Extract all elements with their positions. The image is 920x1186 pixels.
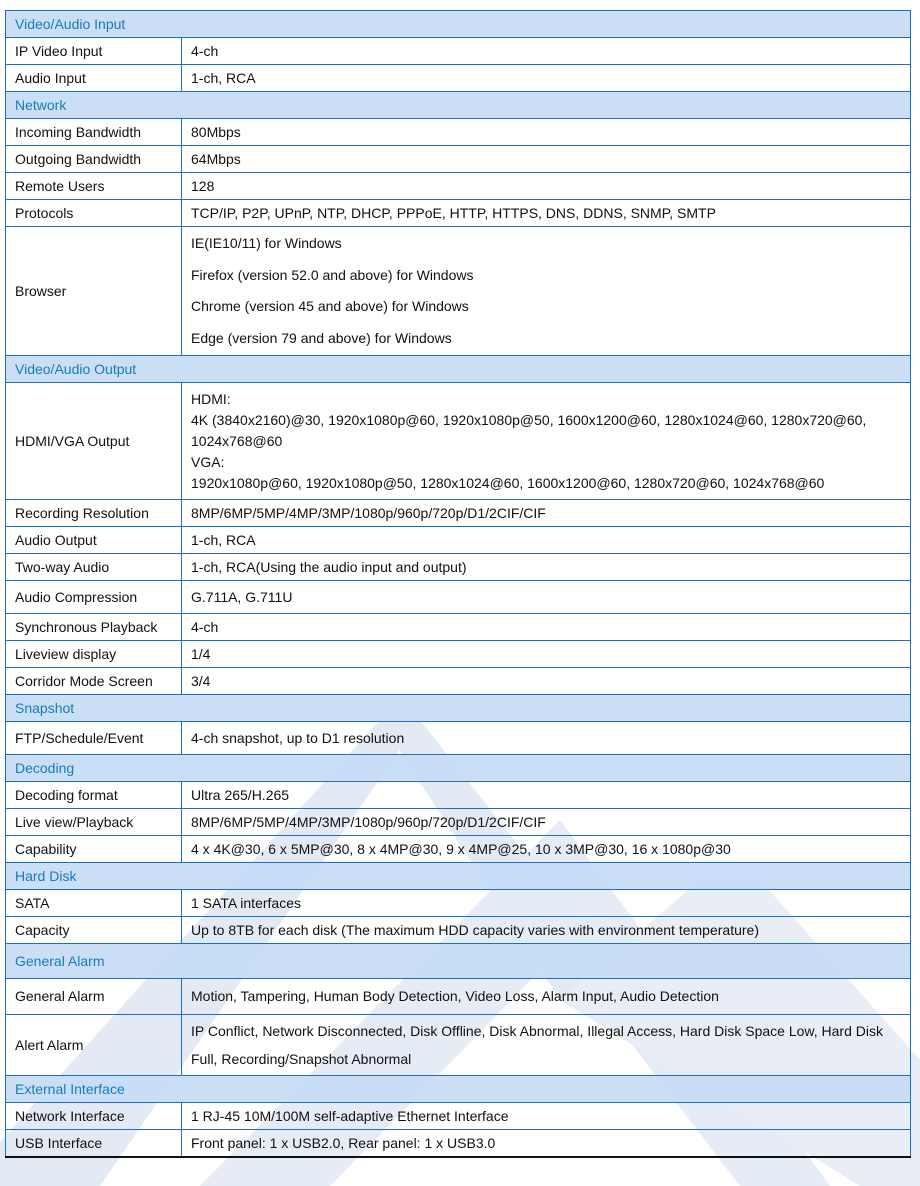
spec-label: Live view/Playback (6, 809, 182, 836)
table-row (6, 614, 911, 641)
spec-line: IE(IE10/11) for Windows (191, 235, 342, 251)
section-title: External Interface (6, 1076, 911, 1103)
section-title: Network (6, 92, 911, 119)
table-row (6, 809, 911, 836)
spec-value: Up to 8TB for each disk (The maximum HDD capacity varies with environment temperature) (182, 917, 911, 944)
spec-line: Chrome (version 45 and above) for Windows (191, 298, 469, 314)
spec-label: Audio Output (6, 527, 182, 554)
spec-label: Two-way Audio (6, 554, 182, 581)
section-header-decoding (6, 755, 911, 782)
spec-label: Remote Users (6, 173, 182, 200)
spec-value-list (182, 1015, 911, 1076)
section-header-video-audio-input (6, 11, 911, 38)
spec-label: Decoding format (6, 782, 182, 809)
spec-label: USB Interface (6, 1130, 182, 1158)
section-title: Hard Disk (6, 863, 911, 890)
spec-label: Capacity (6, 917, 182, 944)
spec-value: 1-ch, RCA(Using the audio input and output) (182, 554, 911, 581)
spec-value: 4-ch (182, 614, 911, 641)
spec-label: IP Video Input (6, 38, 182, 65)
spec-value: 80Mbps (182, 119, 911, 146)
spec-label: Outgoing Bandwidth (6, 146, 182, 173)
spec-line: HDMI: (191, 390, 231, 407)
section-header-network (6, 92, 911, 119)
table-row (6, 917, 911, 944)
table-row (6, 890, 911, 917)
spec-line: Firefox (version 52.0 and above) for Windows (191, 266, 474, 283)
section-title: General Alarm (6, 944, 911, 979)
spec-label: Network Interface (6, 1103, 182, 1130)
spec-value: 1-ch, RCA (182, 527, 911, 554)
section-header-video-audio-output (6, 356, 911, 383)
spec-line: IP Conflict, Network Disconnected, Disk Offline, Disk Abnormal, Illegal Access, Hard Disk Space Low, Hard Disk (191, 1023, 883, 1039)
table-row (6, 581, 911, 614)
spec-value: 1/4 (182, 641, 911, 668)
spec-label: General Alarm (6, 979, 182, 1015)
spec-value: 8MP/6MP/5MP/4MP/3MP/1080p/960p/720p/D1/2CIF/CIF (182, 500, 911, 527)
spec-line: Edge (version 79 and above) for Windows (191, 329, 452, 346)
spec-value: 4 x 4K@30, 6 x 5MP@30, 8 x 4MP@30, 9 x 4MP@25, 10 x 3MP@30, 16 x 1080p@30 (182, 836, 911, 863)
section-header-general-alarm (6, 944, 911, 979)
spec-line: 1920x1080p@60, 1920x1080p@50, 1280x1024@60, 1600x1200@60, 1280x720@60, 1024x768@60 (191, 474, 825, 491)
section-header-external-interface (6, 1076, 911, 1103)
spec-table (5, 10, 911, 1158)
spec-value: 1-ch, RCA (182, 65, 911, 92)
table-row-browser (6, 227, 911, 356)
spec-value: 8MP/6MP/5MP/4MP/3MP/1080p/960p/720p/D1/2CIF/CIF (182, 809, 911, 836)
table-row (6, 979, 911, 1015)
spec-line: 4K (3840x2160)@30, 1920x1080p@60, 1920x1080p@50, 1600x1200@60, 1280x1024@60, 1280x720@60, 1024x768@60 (191, 411, 867, 449)
spec-label: FTP/Schedule/Event (6, 722, 182, 755)
table-row-hdmi-vga (6, 383, 911, 500)
spec-value: 1 RJ-45 10M/100M self-adaptive Ethernet Interface (182, 1103, 911, 1130)
spec-label: Audio Compression (6, 581, 182, 614)
table-row (6, 173, 911, 200)
table-row (6, 722, 911, 755)
section-title: Video/Audio Output (6, 356, 911, 383)
spec-label: Browser (6, 227, 182, 356)
spec-value: Front panel: 1 x USB2.0, Rear panel: 1 x USB3.0 (182, 1130, 911, 1158)
spec-label: Incoming Bandwidth (6, 119, 182, 146)
spec-value: 3/4 (182, 668, 911, 695)
section-header-snapshot (6, 695, 911, 722)
spec-value: G.711A, G.711U (182, 581, 911, 614)
table-row (6, 836, 911, 863)
spec-label: Audio Input (6, 65, 182, 92)
spec-value: 64Mbps (182, 146, 911, 173)
table-row (6, 500, 911, 527)
table-row (6, 38, 911, 65)
table-row (6, 200, 911, 227)
table-row (6, 146, 911, 173)
spec-value: 1 SATA interfaces (182, 890, 911, 917)
spec-label: Recording Resolution (6, 500, 182, 527)
table-row (6, 65, 911, 92)
spec-value-list (182, 383, 911, 500)
spec-value: 128 (182, 173, 911, 200)
spec-value: TCP/IP, P2P, UPnP, NTP, DHCP, PPPoE, HTTP, HTTPS, DNS, DDNS, SNMP, SMTP (182, 200, 911, 227)
spec-label: Liveview display (6, 641, 182, 668)
spec-label: Alert Alarm (6, 1015, 182, 1076)
spec-label: Corridor Mode Screen (6, 668, 182, 695)
spec-value: Motion, Tampering, Human Body Detection, Video Loss, Alarm Input, Audio Detection (182, 979, 911, 1015)
section-header-hard-disk (6, 863, 911, 890)
spec-label: SATA (6, 890, 182, 917)
section-title: Decoding (6, 755, 911, 782)
table-row (6, 527, 911, 554)
spec-label: HDMI/VGA Output (6, 383, 182, 500)
spec-label: Capability (6, 836, 182, 863)
spec-value-list (182, 227, 911, 356)
table-row-alert-alarm (6, 1015, 911, 1076)
section-title: Video/Audio Input (6, 11, 911, 38)
spec-value: Ultra 265/H.265 (182, 782, 911, 809)
spec-value: 4-ch (182, 38, 911, 65)
table-row (6, 1130, 911, 1158)
table-row (6, 554, 911, 581)
section-title: Snapshot (6, 695, 911, 722)
spec-line: VGA: (191, 453, 225, 470)
spec-label: Protocols (6, 200, 182, 227)
spec-value: 4-ch snapshot, up to D1 resolution (182, 722, 911, 755)
table-row (6, 119, 911, 146)
spec-label: Synchronous Playback (6, 614, 182, 641)
table-row (6, 641, 911, 668)
table-row (6, 782, 911, 809)
table-row (6, 668, 911, 695)
spec-line: Full, Recording/Snapshot Abnormal (191, 1051, 412, 1067)
table-row (6, 1103, 911, 1130)
